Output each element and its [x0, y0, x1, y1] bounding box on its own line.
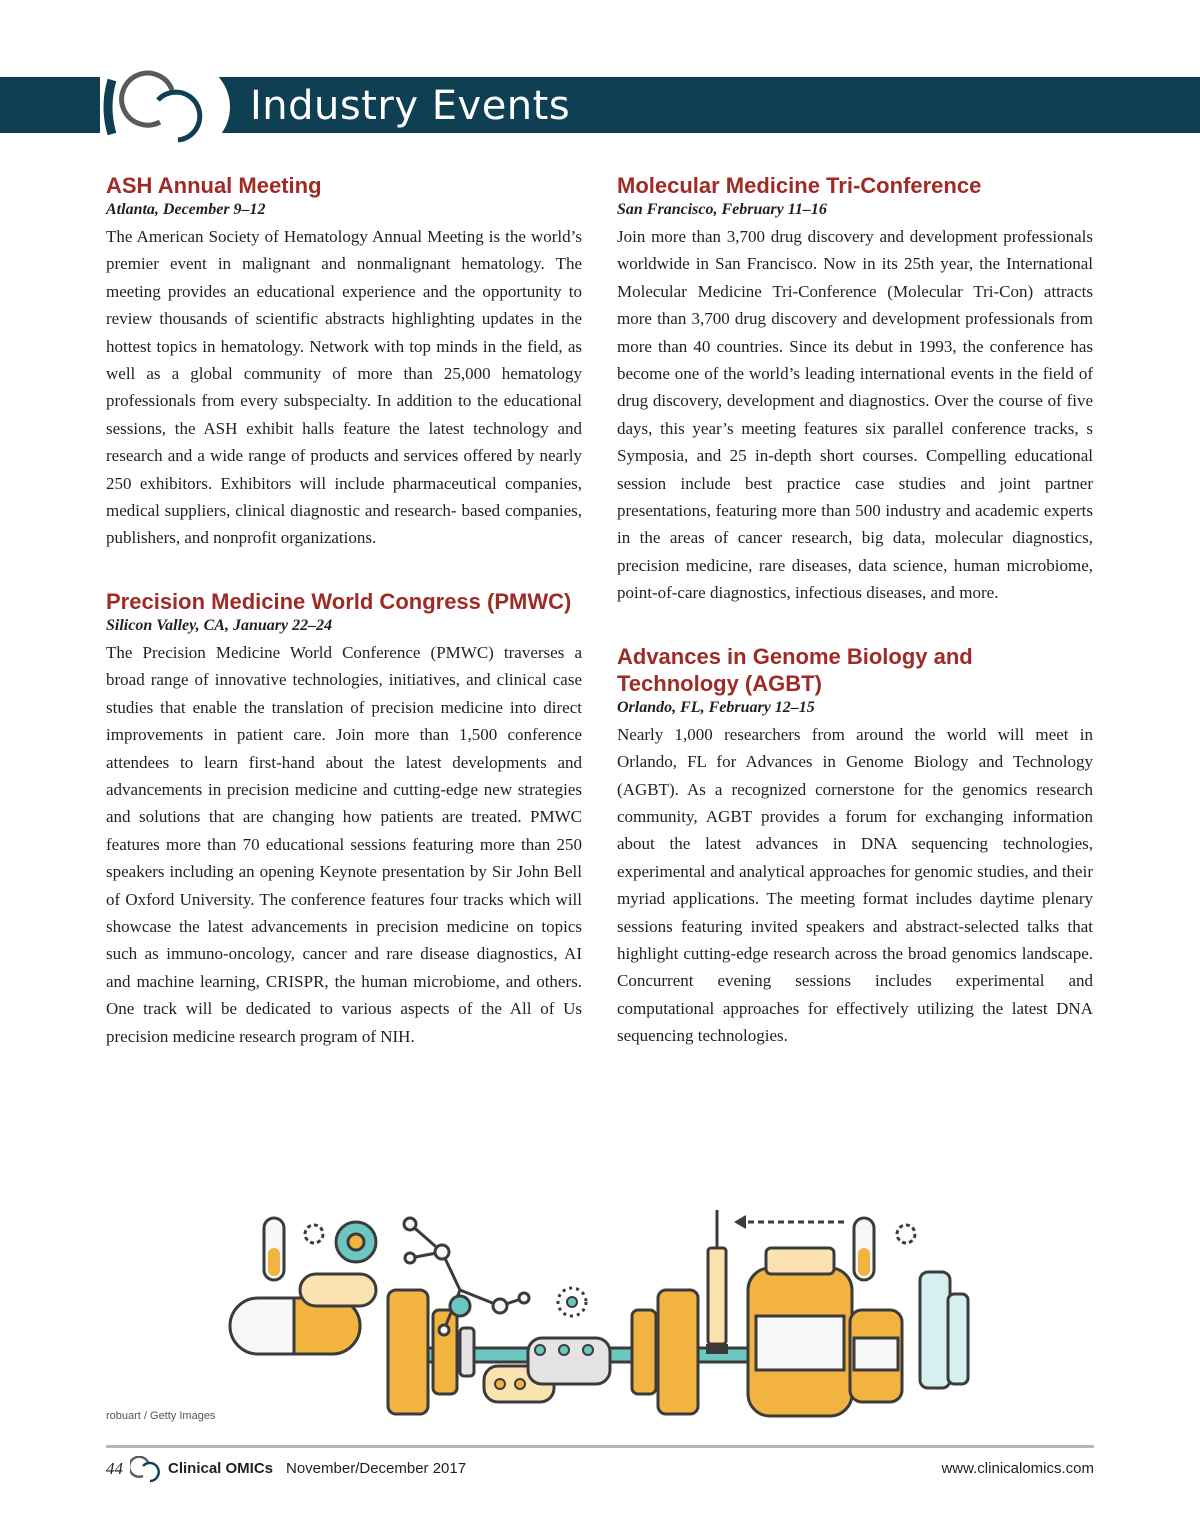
footer-url[interactable]: www.clinicalomics.com: [941, 1460, 1094, 1477]
left-column: [106, 172, 582, 1050]
article-body: The Precision Medicine World Conference (PMWC) traverses a broad range of innovative technologies, initiatives, and clinical case studies that enable the translation of precision medicine into direct improvements in patient care. Join more than 1,500 conference attendees to learn first-hand about the latest developments and advancements in precision medicine and cutting-edge new strategies and solutions that are changing how patients are treated. PMWC features more than 70 educational sessions featuring more than 250 speakers including an opening Keynote presentation by Sir John Bell of Oxford University. The conference features four tracks which will showcase the latest advancements in precision medicine on topics such as immuno-oncology, cancer and rare disease diagnostics, AI and machine learning, CRISPR, the human microbiome, and others. One track will be dedicated to various aspects of the All of Us precision medicine research program of NIH.: [106, 642, 582, 1046]
footer-divider: [106, 1445, 1094, 1448]
page-number: 44: [106, 1459, 123, 1478]
page-footer: [106, 1459, 1094, 1483]
article-title: Advances in Genome Biology and Technology (AGBT): [617, 643, 973, 696]
article-title: ASH Annual Meeting: [106, 173, 322, 198]
image-credit: robuart / Getty Images: [106, 1410, 216, 1422]
right-column: [617, 172, 1093, 1050]
article-tricon: [617, 172, 1093, 607]
footer-logo-icon: [130, 1456, 160, 1484]
article-location-date: San Francisco, February 11–16: [617, 201, 827, 218]
article-agbt: [617, 643, 1093, 1050]
article-body: The American Society of Hematology Annual Meeting is the world’s premier event in malignant and nonmalignant hematology. The meeting provides an educational experience and the opportunity to review thousands of scientific abstracts highlighting updates in the hottest topics in hematology. Network with top minds in the field, as well as a global community of more than 25,000 hematology professionals from every subspecialty. In addition to the educational sessions, the ASH exhibit halls feature the latest technology and research and a wide range of products and services offered by nearly 250 exhibitors. Exhibitors will include pharmaceutical companies, medical suppliers, clinical diagnostic and research- based companies, publishers, and nonprofit organizations.: [106, 227, 582, 548]
article-location-date: Silicon Valley, CA, January 22–24: [106, 616, 333, 634]
article-pmwc: [106, 588, 582, 1050]
footer-brand: Clinical OMICs: [168, 1460, 274, 1477]
article-location-date: Orlando, FL, February 12–15: [617, 698, 815, 716]
clinical-omics-logo-icon: [100, 62, 230, 152]
article-body: Join more than 3,700 drug discovery and development professionals worldwide in San Francisco. Now in its 25th year, the International Molecular Medicine Tri-Conference (Molecular Tri-Con) attracts more than 3,700 drug discovery and development professionals from more than 40 countries. Since its debut in 1993, the conference has become one of the world’s leading international events in the field of drug discovery, development and diagnostics. Over the course of five days, this year’s meeting features six parallel conference tracks, s Symposia, and 25 in-depth short courses. Compelling educational session include best practice case studies and joint partner presentations, featuring more than 500 industry and academic experts in the areas of cancer research, big data, molecular diagnostics, precision medicine, rare diseases, data science, human microbiome, point-of-care diagnostics, infectious diseases, and more.: [617, 227, 1093, 603]
lab-equipment-illustration: [228, 1198, 988, 1420]
footer-issue: November/December 2017: [286, 1460, 467, 1477]
article-title: Molecular Medicine Tri-Conference: [617, 173, 982, 198]
page-title: Industry Events: [250, 83, 571, 129]
logo-badge: [100, 62, 230, 152]
article-body: Nearly 1,000 researchers from around the world will meet in Orlando, FL for Advances in Genome Biology and Technology (AGBT). As a recognized cornerstone for the genomics research community, AGBT provides a forum for exchanging information about the latest advances in DNA sequencing technologies, experimental and analytical approaches for genomic studies, and their myriad applications. The meeting format includes daytime plenary sessions featuring invited speakers and abstract-selected talks that highlight cutting-edge research across the broad genomics landscape. Concurrent evening sessions includes experimental and computational approaches for effectively utilizing the latest DNA sequencing technologies.: [617, 724, 1093, 1046]
article-ash: [106, 172, 582, 552]
article-location-date: Atlanta, December 9–12: [106, 201, 266, 218]
article-title: Precision Medicine World Congress (PMWC): [106, 588, 572, 614]
